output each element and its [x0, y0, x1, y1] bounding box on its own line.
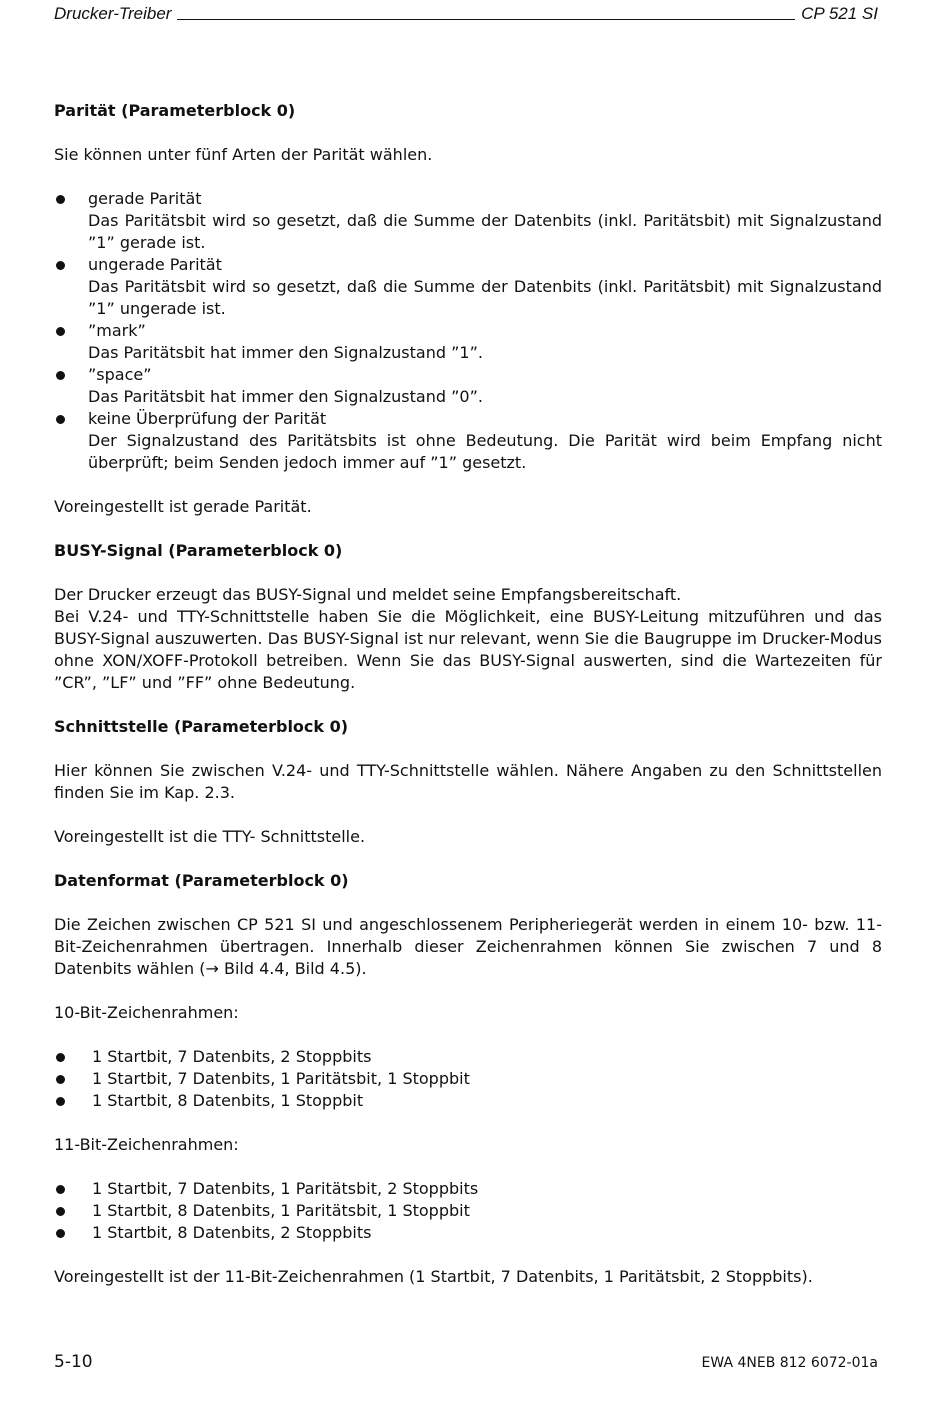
- list-item: 1 Startbit, 7 Datenbits, 1 Paritätsbit, 1 Stoppbit: [54, 1068, 882, 1090]
- list-item-desc: Der Signalzustand des Paritätsbits ist ohne Bedeutung. Die Parität wird beim Empfang nicht überprüft; beim Senden jedoch immer auf ”1” gesetzt.: [88, 431, 882, 472]
- page-content: [54, 100, 882, 1310]
- section-heading-dataformat: Datenformat (Parameterblock 0): [54, 871, 349, 890]
- header-rule: [177, 19, 795, 20]
- header-product-name: CP 521 SI: [801, 4, 878, 23]
- list-item-desc: Das Paritätsbit wird so gesetzt, daß die Summe der Datenbits (inkl. Paritätsbit) mit Signalzustand ”1” ungerade ist.: [88, 277, 882, 318]
- list-item-desc: Das Paritätsbit hat immer den Signalzustand ”0”.: [88, 387, 483, 406]
- list-item: [54, 320, 882, 364]
- section-heading-interface: Schnittstelle (Parameterblock 0): [54, 717, 349, 736]
- frame10-label: 10-Bit-Zeichenrahmen:: [54, 1003, 239, 1022]
- busy-paragraph-1: Der Drucker erzeugt das BUSY-Signal und meldet seine Empfangsbereitschaft.: [54, 585, 682, 604]
- parity-list: [54, 188, 882, 474]
- frame10-list: [54, 1046, 882, 1112]
- dataformat-default: Voreingestellt ist der 11-Bit-Zeichenrahmen (1 Startbit, 7 Datenbits, 1 Paritätsbit, 2 Stoppbits).: [54, 1267, 813, 1286]
- frame11-label: 11-Bit-Zeichenrahmen:: [54, 1135, 239, 1154]
- document-code: EWA 4NEB 812 6072-01a: [701, 1355, 878, 1371]
- interface-paragraph: Hier können Sie zwischen V.24- und TTY-Schnittstelle wählen. Nähere Angaben zu den Schnittstellen finden Sie im Kap. 2.3.: [54, 761, 882, 802]
- list-item: 1 Startbit, 8 Datenbits, 1 Paritätsbit, 1 Stoppbit: [54, 1200, 882, 1222]
- page-header: [54, 0, 878, 24]
- list-item: [54, 254, 882, 320]
- section-heading-busy: BUSY-Signal (Parameterblock 0): [54, 541, 343, 560]
- header-chapter-title: Drucker-Treiber: [54, 4, 172, 23]
- list-item: 1 Startbit, 8 Datenbits, 2 Stoppbits: [54, 1222, 882, 1244]
- list-item: 1 Startbit, 7 Datenbits, 2 Stoppbits: [54, 1046, 882, 1068]
- frame11-list: [54, 1178, 882, 1244]
- parity-default: Voreingestellt ist gerade Parität.: [54, 497, 312, 516]
- list-item-title: ungerade Parität: [88, 255, 222, 274]
- parity-intro: Sie können unter fünf Arten der Parität wählen.: [54, 145, 433, 164]
- list-item: [54, 188, 882, 254]
- list-item-title: ”mark”: [88, 321, 146, 340]
- list-item-desc: Das Paritätsbit hat immer den Signalzustand ”1”.: [88, 343, 483, 362]
- list-item: 1 Startbit, 8 Datenbits, 1 Stoppbit: [54, 1090, 882, 1112]
- dataformat-paragraph: Die Zeichen zwischen CP 521 SI und angeschlossenem Peripheriegerät werden in einem 10- bzw. 11-Bit-Zeichenrahmen übertragen. Innerhalb dieser Zeichenrahmen können Sie zwischen 7 und 8 Datenbits wählen (→ Bild 4.4, Bild 4.5).: [54, 915, 882, 978]
- page-number: 5-10: [54, 1352, 93, 1372]
- list-item-desc: Das Paritätsbit wird so gesetzt, daß die Summe der Datenbits (inkl. Paritätsbit) mit Signalzustand ”1” gerade ist.: [88, 211, 882, 252]
- list-item-title: ”space”: [88, 365, 152, 384]
- list-item-title: gerade Parität: [88, 189, 202, 208]
- interface-default: Voreingestellt ist die TTY- Schnittstelle.: [54, 827, 366, 846]
- section-heading-parity: Parität (Parameterblock 0): [54, 101, 296, 120]
- list-item-title: keine Überprüfung der Parität: [88, 409, 327, 428]
- busy-paragraph-2: Bei V.24- und TTY-Schnittstelle haben Sie die Möglichkeit, eine BUSY-Leitung mitzuführen und das BUSY-Signal auszuwerten. Das BUSY-Signal ist nur relevant, wenn Sie die Baugruppe im Drucker-Modus ohne XON/XOFF-Protokoll betreiben. Wenn Sie das BUSY-Signal auswerten, sind die Wartezeiten für ”CR”, ”LF” und ”FF” ohne Bedeutung.: [54, 607, 882, 692]
- list-item: 1 Startbit, 7 Datenbits, 1 Paritätsbit, 2 Stoppbits: [54, 1178, 882, 1200]
- list-item: [54, 364, 882, 408]
- list-item: [54, 408, 882, 474]
